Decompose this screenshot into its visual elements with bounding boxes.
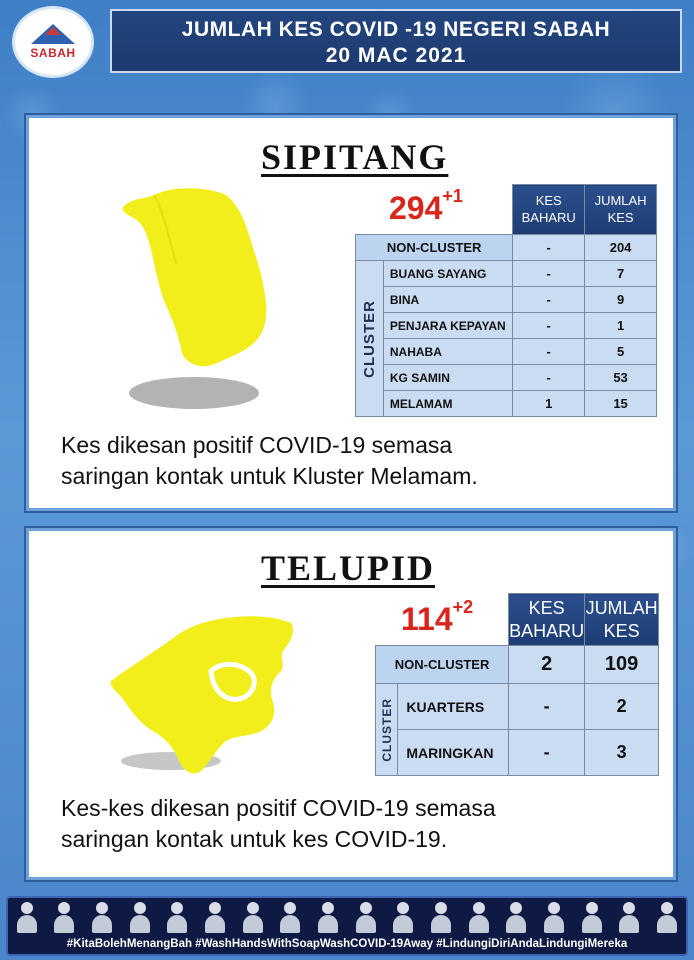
page-title: JUMLAH KES COVID -19 NEGERI SABAH	[181, 18, 611, 41]
cluster-label: CLUSTER	[356, 261, 384, 417]
person-icon	[204, 902, 226, 934]
person-icon	[242, 902, 264, 934]
map-shadow	[129, 377, 259, 409]
logo-text: SABAH	[30, 46, 76, 60]
district-title-sipitang: SIPITANG	[261, 137, 449, 177]
non-cluster-total: 204	[585, 235, 657, 261]
cluster-total: 15	[585, 391, 657, 417]
report-date: 20 MAC 2021	[325, 44, 467, 67]
map-region	[111, 616, 293, 773]
cluster-total: 53	[585, 365, 657, 391]
person-icon	[581, 902, 603, 934]
table-row	[376, 684, 659, 730]
cluster-total: 3	[585, 730, 659, 776]
cluster-new: -	[513, 339, 585, 365]
non-cluster-row	[356, 235, 657, 261]
cluster-total: 5	[585, 339, 657, 365]
sipitang-panel	[26, 115, 676, 511]
person-icon	[430, 902, 452, 934]
sipitang-map	[114, 183, 274, 418]
mountain-icon	[31, 24, 75, 44]
sabah-logo	[12, 6, 94, 78]
person-icon	[392, 902, 414, 934]
cluster-name: BUANG SAYANG	[383, 261, 512, 287]
header-total-cases: JUMLAH KES	[585, 594, 659, 646]
person-icon	[279, 902, 301, 934]
sipitang-case-table	[355, 184, 657, 417]
hashtags: #KitaBolehMenangBah #WashHandsWithSoapWashCOVID-19Away #LindungiDiriAndaLindungiMereka	[66, 938, 628, 950]
table-row	[356, 339, 657, 365]
telupid-description	[61, 793, 496, 855]
person-icon	[166, 902, 188, 934]
telupid-map	[101, 611, 301, 781]
non-cluster-new: 2	[509, 646, 585, 684]
table-row	[356, 261, 657, 287]
cluster-new: -	[509, 684, 585, 730]
description-line: Kes dikesan positif COVID-19 semasa	[61, 432, 453, 458]
cluster-new: 1	[513, 391, 585, 417]
person-icon	[317, 902, 339, 934]
cluster-total: 9	[585, 287, 657, 313]
header-title-box	[110, 9, 682, 73]
table-row	[356, 391, 657, 417]
person-icon	[543, 902, 565, 934]
district-title-telupid: TELUPID	[261, 548, 436, 588]
cluster-name: BINA	[383, 287, 512, 313]
cluster-total: 7	[585, 261, 657, 287]
cluster-new: -	[513, 261, 585, 287]
cluster-name: MARINGKAN	[398, 730, 509, 776]
description-line: saringan kontak untuk Kluster Melamam.	[61, 463, 478, 489]
person-icon	[355, 902, 377, 934]
person-icon	[505, 902, 527, 934]
person-icon	[91, 902, 113, 934]
table-row	[356, 365, 657, 391]
cluster-name: MELAMAM	[383, 391, 512, 417]
person-icon	[618, 902, 640, 934]
cluster-new: -	[513, 365, 585, 391]
person-icon	[468, 902, 490, 934]
non-cluster-row	[376, 646, 659, 684]
cluster-name: PENJARA KEPAYAN	[383, 313, 512, 339]
table-row	[356, 287, 657, 313]
cluster-name: NAHABA	[383, 339, 512, 365]
cluster-total: 1	[585, 313, 657, 339]
person-icon	[53, 902, 75, 934]
footer-banner	[6, 896, 688, 956]
non-cluster-total: 109	[585, 646, 659, 684]
non-cluster-label: NON-CLUSTER	[356, 235, 513, 261]
non-cluster-label: NON-CLUSTER	[376, 646, 509, 684]
header-new-cases: KES BAHARU	[509, 594, 585, 646]
non-cluster-new: -	[513, 235, 585, 261]
person-icon	[16, 902, 38, 934]
cluster-new: -	[509, 730, 585, 776]
sipitang-description	[61, 430, 478, 492]
person-icon	[129, 902, 151, 934]
cluster-name: KUARTERS	[398, 684, 509, 730]
new-count: +1	[442, 186, 463, 206]
cluster-total: 2	[585, 684, 659, 730]
person-icon	[656, 902, 678, 934]
table-row	[376, 730, 659, 776]
header-total-cases: JUMLAH KES	[585, 185, 657, 235]
map-region	[123, 188, 267, 366]
frontliner-figures	[8, 902, 686, 936]
total-count: 114	[401, 601, 453, 637]
cluster-label: CLUSTER	[376, 684, 398, 776]
cluster-new: -	[513, 287, 585, 313]
new-count: +2	[452, 597, 474, 617]
description-line: saringan kontak untuk kes COVID-19.	[61, 826, 448, 852]
description-line: Kes-kes dikesan positif COVID-19 semasa	[61, 795, 496, 821]
header-new-cases: KES BAHARU	[513, 185, 585, 235]
total-count: 294	[389, 190, 443, 226]
table-row	[356, 313, 657, 339]
telupid-case-table	[375, 593, 659, 776]
cluster-name: KG SAMIN	[383, 365, 512, 391]
telupid-panel	[26, 528, 676, 880]
cluster-new: -	[513, 313, 585, 339]
